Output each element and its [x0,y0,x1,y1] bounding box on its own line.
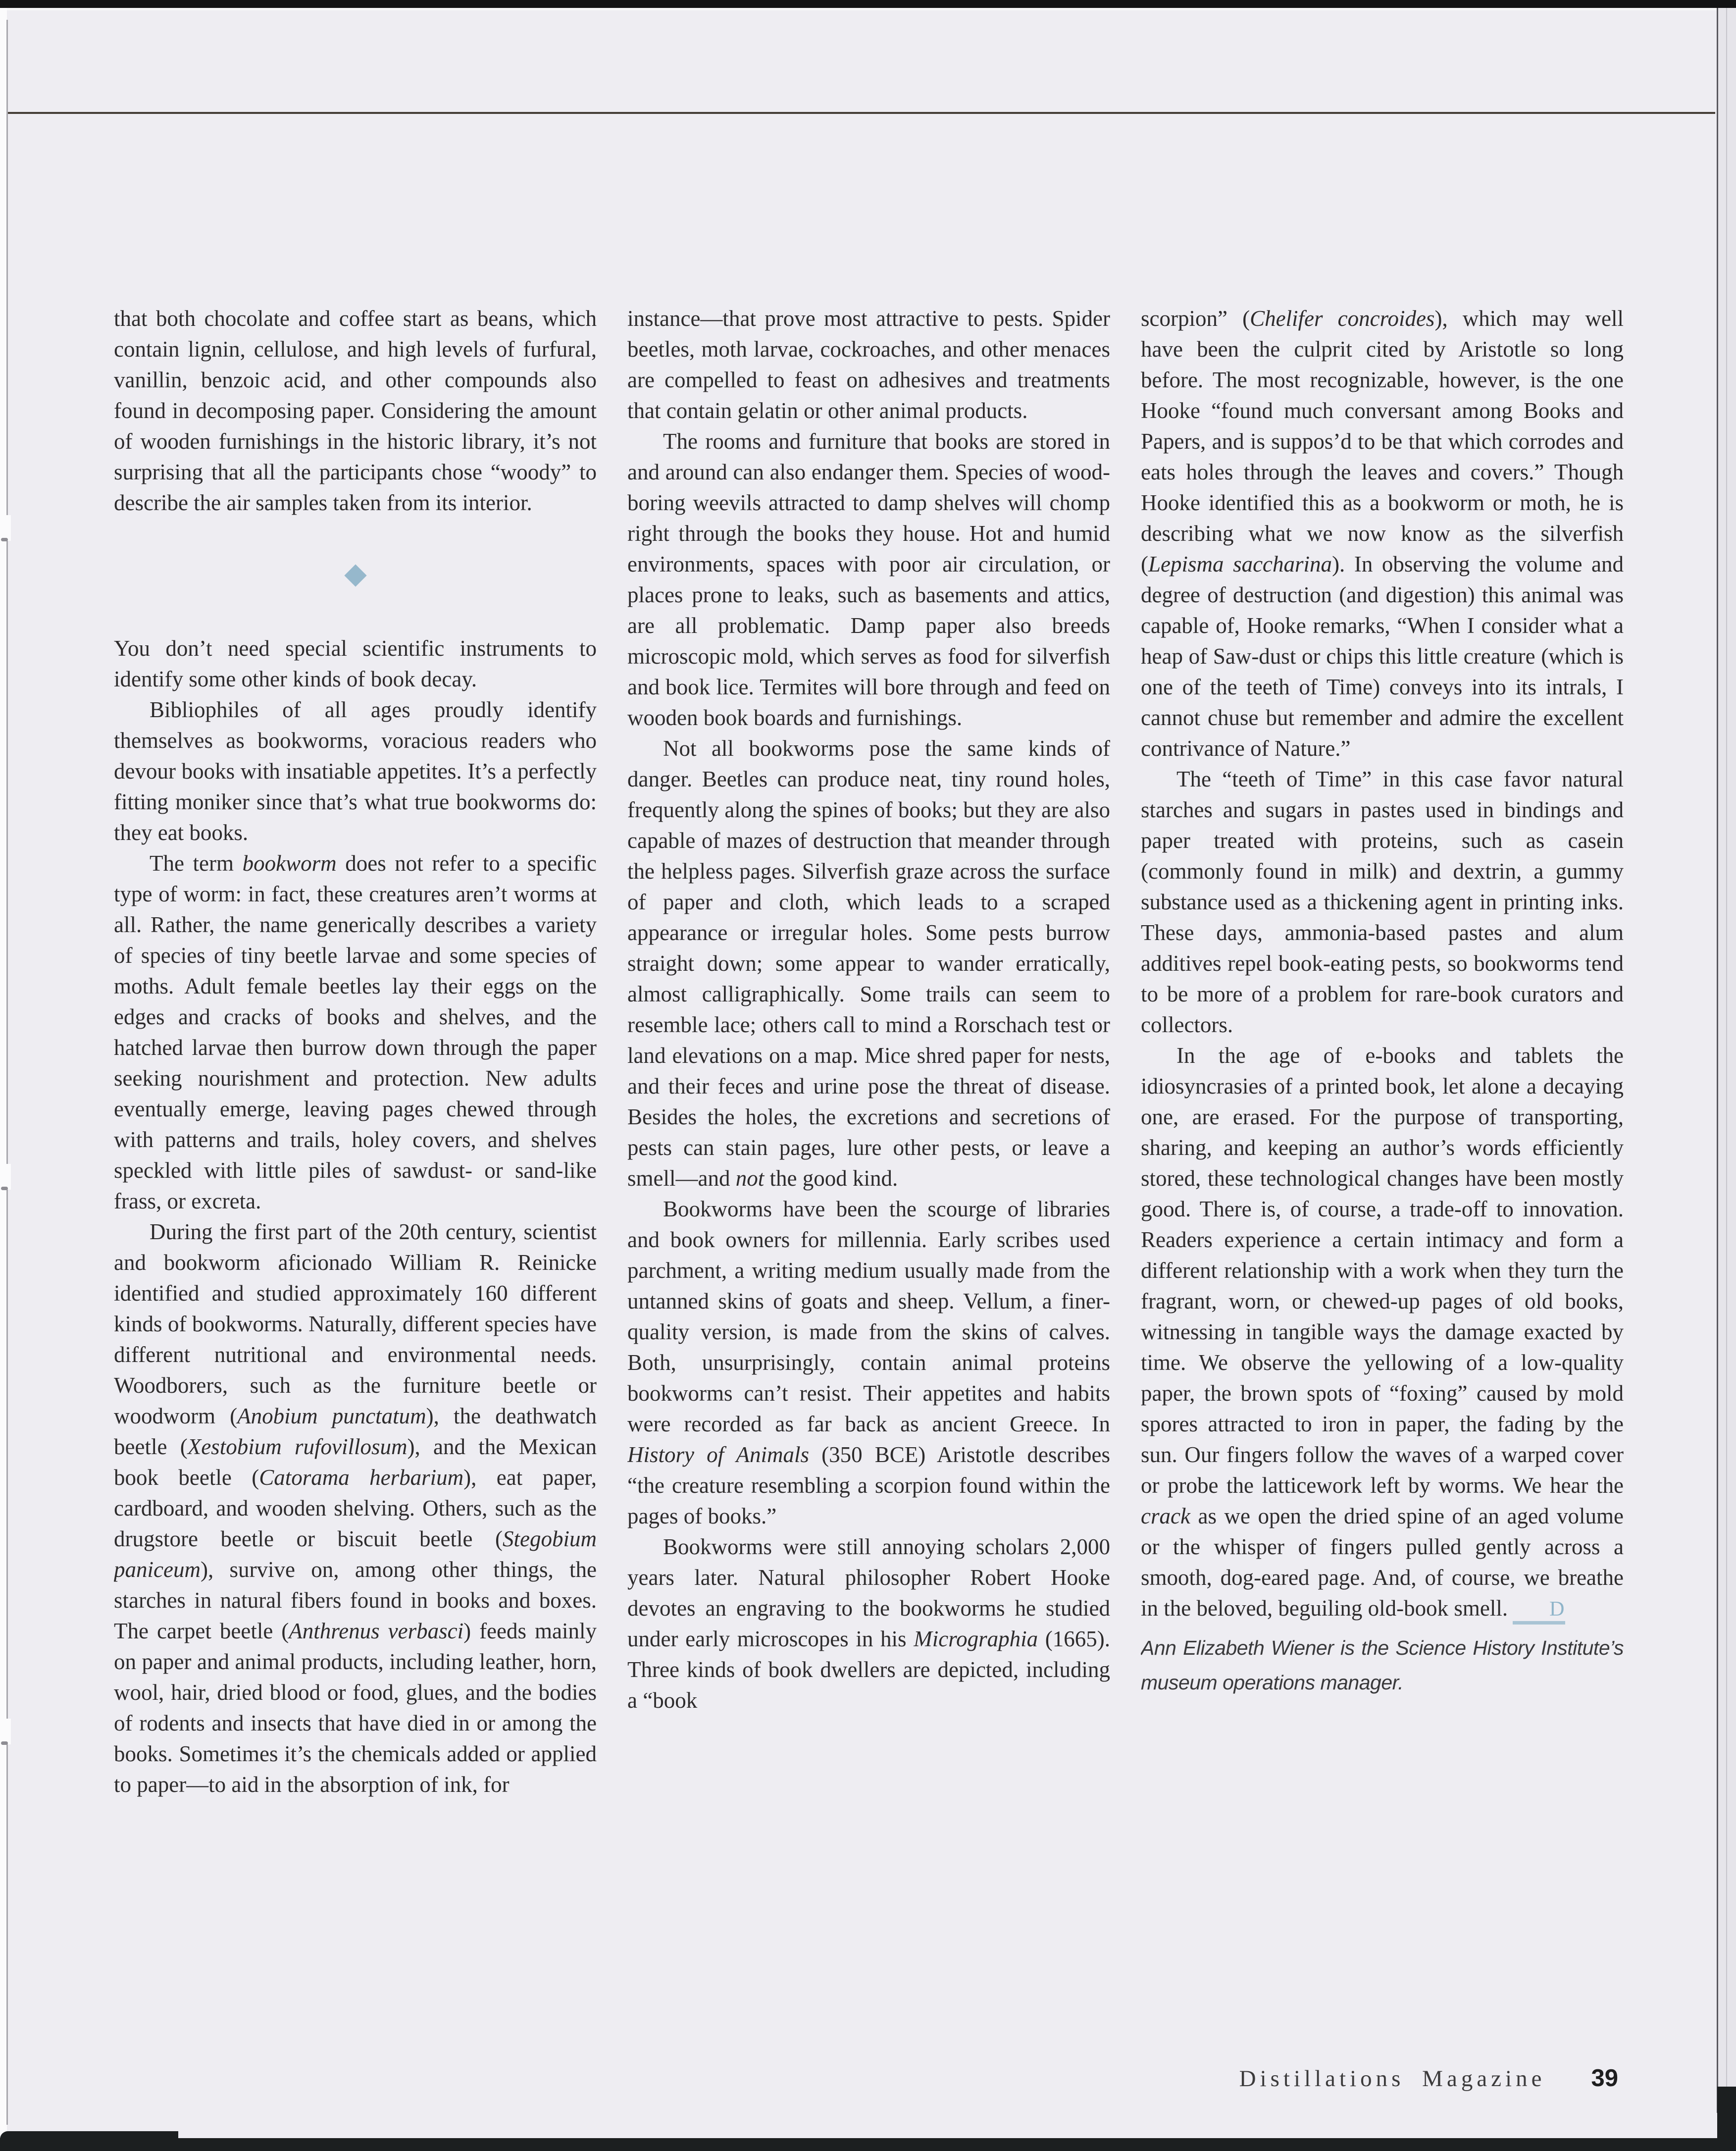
page-left-edge [0,8,7,2138]
page-footer [1239,2064,1618,2092]
column-2 [627,303,1110,2032]
body-paragraph: scorpion” (Chelifer concroides), which may well have been the culprit cited by Aristotle so long before. The most recognizable, however, is the one Hooke “found much conversant among Books and Papers, and is suppos’d to be that which corrodes and eats holes through the leaves and covers.” Though Hooke identified this as a bookworm or moth, he is describing what we now know as the silverfish (Lepisma saccharina). In observing the volume and degree of destruction (and digestion) this animal was capable of, Hooke remarks, “When I consider what a heap of Saw-dust or chips this little creature (which is one of the teeth of Time) conveys into its intrals, I cannot chuse but remember and admire the excellent contrivance of Nature.” [1141,306,1624,761]
body-paragraph: that both chocolate and coffee start as beans, which contain lignin, cellulose, and high levels of furfural, vanillin, benzoic acid, and other compounds also found in decomposing paper. Considering the amount of wooden furnishings in the historic library, it’s not surprising that all the participants chose “woody” to describe the air samples taken from its interior. [114,306,597,515]
page-right-edge-line [1726,8,1727,2138]
author-attribution: Ann Elizabeth Wiener is the Science History Institute’s museum operations manager. [1141,1636,1624,1694]
scan-bottom-edge [0,2138,1736,2151]
body-paragraph: The rooms and furniture that books are stored in and around can also endanger them. Species of wood-boring weevils attracted to damp shelves will chomp right through the books they house. Hot and humid environments, spaces with poor air circulation, or places prone to leaks, such as basements and attics, are all problematic. Damp paper also breeds microscopic mold, which serves as food for silverfish and book lice. Termites will bore through and feed on wooden book boards and furnishings. [627,429,1110,730]
body-paragraph: Bookworms have been the scourge of libraries and book owners for millennia. Early scribes used parchment, a writing medium usually made from the untanned skins of goats and sheep. Vellum, a finer-quality version, is made from the skins of calves. Both, unsurprisingly, contain animal proteins bookworms can’t resist. Their appetites and habits were recorded as far back as ancient Greece. In History of Animals (350 BCE) Aristotle describes “the creature resembling a scorpion found within the pages of books.” [627,1197,1110,1528]
magazine-title: Distillations Magazine [1239,2066,1546,2092]
diamond-ornament-icon [344,564,366,586]
header-rule [0,112,1715,114]
page-left-edge-line [6,20,8,2125]
page-right-edge-shadow [1717,8,1718,2113]
page-number: 39 [1591,2065,1618,2092]
column-1 [114,303,597,2032]
binding-mark [1,538,8,541]
body-paragraph: In the age of e-books and tablets the idiosyncrasies of a printed book, let alone a decaying one, are erased. For the purpose of transporting, sharing, and keeping an author’s words efficiently stored, these technological changes have been mostly good. There is, of course, a trade-off to innovation. Readers experience a certain intimacy and form a different relationship with a work when they turn the fragrant, worn, or chewed-up pages of old books, witnessing in tangible ways the damage exacted by time. We observe the yellowing of a low-quality paper, the brown spots of “foxing” caused by mold spores attracted to iron in paper, the fading by the sun. Our fingers follow the waves of a warped cover or probe the latticework left by worms. We hear the crack as we open the dried spine of an aged volume or the whisper of fingers pulled gently across a smooth, dog-eared page. And, of course, we breathe in the beloved, beguiling old-book smell. D [1141,1040,1624,1625]
binding-notch [3,1719,11,1744]
body-paragraph: The “teeth of Time” in this case favor natural starches and sugars in pastes used in bindings and paper treated with proteins, such as casein (commonly found in milk) and dextrin, a gummy substance used as a thickening agent in printing inks. These days, ammonia-based pastes and alum additives repel book-eating pests, so bookworms tend to be more of a problem for rare-book curators and collectors. [1141,767,1624,1037]
page-right-edge [1717,8,1736,2138]
body-paragraph: Bibliophiles of all ages proudly identify themselves as bookworms, voracious readers who devour books with insatiable appetites. It’s a perfectly fitting moniker since that’s what true bookworms do: they eat books. [114,697,597,845]
binding-mark [1,1741,8,1745]
body-paragraph: Not all bookworms pose the same kinds of danger. Beetles can produce neat, tiny round holes, frequently along the spines of books; but they are also capable of mazes of destruction that meander through the helpless pages. Silverfish graze across the surface of paper and cloth, which leads to a scraped appearance or irregular holes. Some pests burrow straight down; some appear to wander erratically, almost calligraphically. Some trails can seem to resemble lace; others call to mind a Rorschach test or land elevations on a map. Mice shred paper for nests, and their feces and urine pose the threat of disease. Besides the holes, the excretions and secretions of pests can stain pages, lure other pests, or leave a smell—and not the good kind. [627,736,1110,1191]
scan-top-edge [0,0,1736,8]
article-body [114,303,1624,2032]
end-of-article-mark-icon: D [1513,1599,1565,1625]
body-paragraph: instance—that prove most attractive to pests. Spider beetles, moth larvae, cockroaches, and other menaces are compelled to feast on adhesives and treatments that contain gelatin or other animal products. [627,306,1110,423]
column-3 [1141,303,1624,2032]
section-break [114,518,597,633]
binding-notch [3,1164,11,1190]
body-paragraph: During the first part of the 20th century, scientist and bookworm aficionado William R. Reinicke identified and studied approximately 160 different kinds of bookworms. Naturally, different species have different nutritional and environmental needs. Woodborers, such as the furniture beetle or woodworm (Anobium punctatum), the deathwatch beetle (Xestobium rufovillosum), and the Mexican book beetle (Catorama herbarium), eat paper, cardboard, and wooden shelving. Others, such as the drugstore beetle or biscuit beetle (Stegobium paniceum), survive on, among other things, the starches in natural fibers found in books and boxes. The carpet beetle (Anthrenus verbasci) feeds mainly on paper and animal products, including leather, horn, wool, hair, dried blood or food, glues, and the bodies of rodents and insects that have died in or among the books. Sometimes it’s the chemicals added or applied to paper—to aid in the absorption of ink, for [114,1219,597,1797]
body-paragraph: The term bookworm does not refer to a specific type of worm: in fact, these creatures aren’t worms at all. Rather, the name generically describes a variety of species of tiny beetle larvae and some species of moths. Adult female beetles lay their eggs on the edges and cracks of books and shelves, and the hatched larvae then burrow down through the paper seeking nourishment and protection. New adults eventually emerge, leaving pages chewed through with patterns and trails, holey covers, and shelves speckled with little piles of sawdust- or sand-like frass, or excreta. [114,851,597,1213]
body-paragraph: Bookworms were still annoying scholars 2,000 years later. Natural philosopher Robert Hooke devotes an engraving to the bookworms he studied under early microscopes in his Micrographia (1665). Three kinds of book dwellers are depicted, including a “book [627,1534,1110,1713]
body-paragraph: You don’t need special scientific instruments to identify some other kinds of book decay. [114,636,597,691]
binding-mark [1,1187,8,1190]
binding-notch [3,515,11,541]
